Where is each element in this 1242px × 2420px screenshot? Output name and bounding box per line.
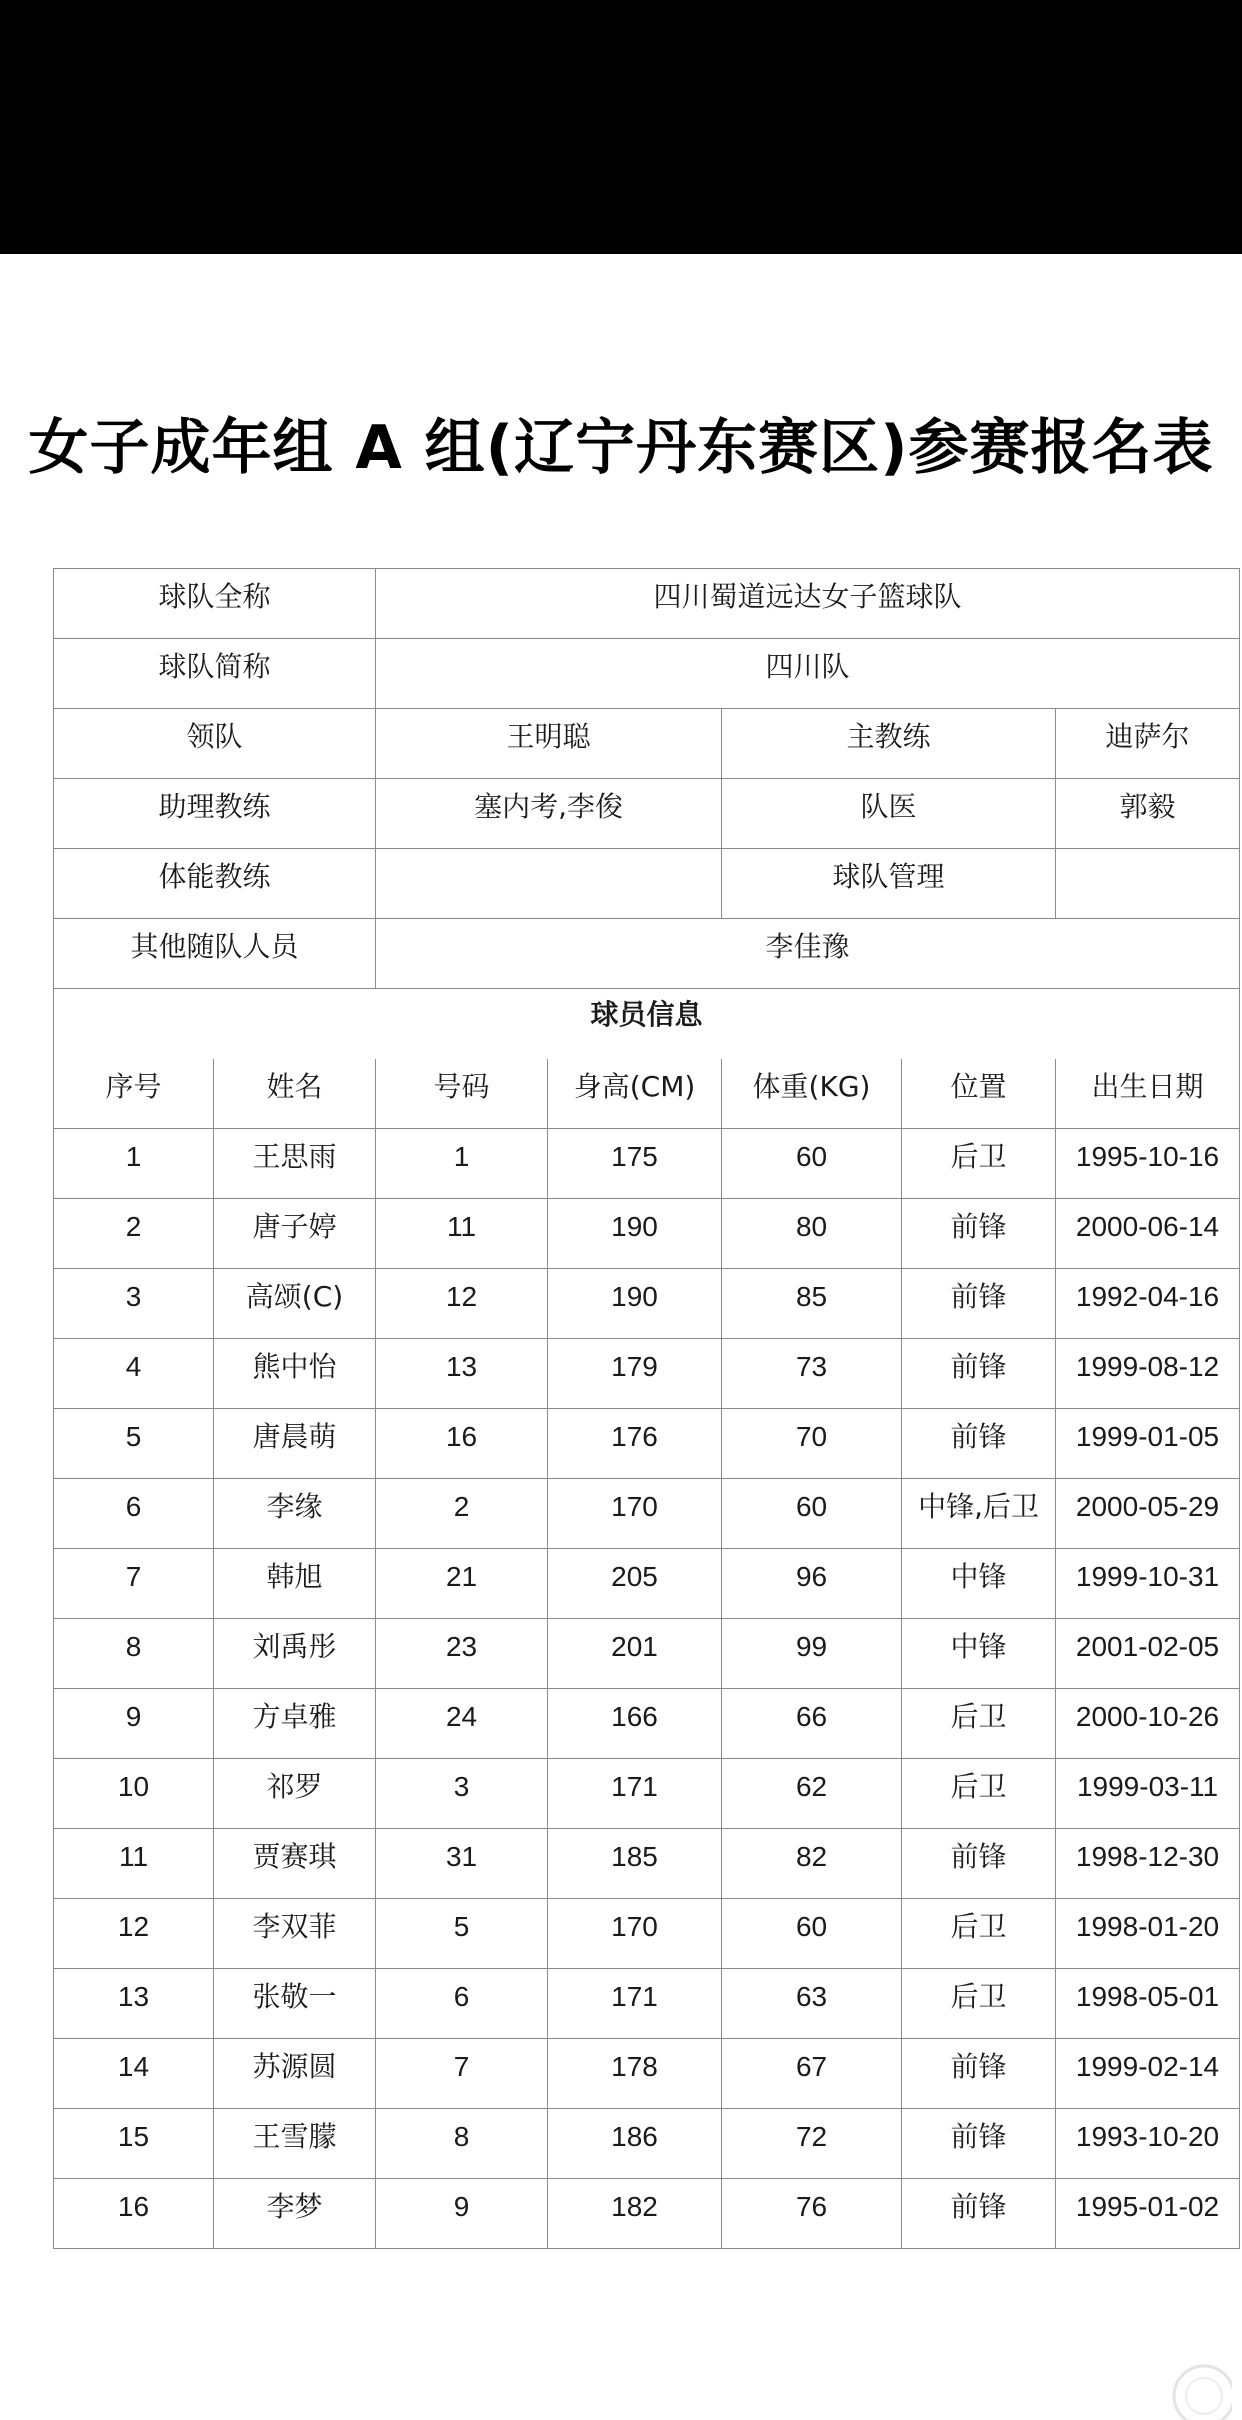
player-number-cell: 2	[376, 1479, 548, 1549]
column-header-name: 姓名	[214, 1059, 376, 1129]
team-doctor-value: 郭毅	[1056, 779, 1240, 849]
player-height-cell: 178	[548, 2039, 722, 2109]
player-name-cell: 张敬一	[214, 1969, 376, 2039]
player-position-cell: 中锋	[902, 1619, 1056, 1689]
player-position-cell: 中锋	[902, 1549, 1056, 1619]
player-weight-cell: 80	[722, 1199, 902, 1269]
column-header-weight: 体重(KG)	[722, 1059, 902, 1129]
player-number-cell: 1	[376, 1129, 548, 1199]
player-name-cell: 方卓雅	[214, 1689, 376, 1759]
player-row	[54, 1829, 1240, 1899]
player-number-cell: 12	[376, 1269, 548, 1339]
player-name-cell: 李缘	[214, 1479, 376, 1549]
row-other-staff	[54, 919, 1240, 989]
player-weight-cell: 63	[722, 1969, 902, 2039]
player-birth-cell: 1999-01-05	[1056, 1409, 1240, 1479]
fitness-coach-label: 体能教练	[54, 849, 376, 919]
page-title: 女子成年组 A 组(辽宁丹东赛区)参赛报名表	[28, 413, 1214, 483]
player-height-cell: 171	[548, 1759, 722, 1829]
player-birth-cell: 1995-10-16	[1056, 1129, 1240, 1199]
player-weight-cell: 85	[722, 1269, 902, 1339]
player-row	[54, 1549, 1240, 1619]
player-no-cell: 16	[54, 2179, 214, 2249]
player-number-cell: 16	[376, 1409, 548, 1479]
player-name-cell: 高颂(C)	[214, 1269, 376, 1339]
player-weight-cell: 60	[722, 1899, 902, 1969]
player-position-cell: 前锋	[902, 1199, 1056, 1269]
player-number-cell: 3	[376, 1759, 548, 1829]
player-row	[54, 1689, 1240, 1759]
player-height-cell: 205	[548, 1549, 722, 1619]
leader-label: 领队	[54, 709, 376, 779]
fitness-coach-value	[376, 849, 722, 919]
assistant-coach-label: 助理教练	[54, 779, 376, 849]
player-no-cell: 11	[54, 1829, 214, 1899]
team-short-name-value: 四川队	[376, 639, 1240, 709]
team-full-name-value: 四川蜀道远达女子篮球队	[376, 569, 1240, 639]
player-no-cell: 1	[54, 1129, 214, 1199]
player-birth-cell: 1998-01-20	[1056, 1899, 1240, 1969]
player-name-cell: 祁罗	[214, 1759, 376, 1829]
row-team-full-name	[54, 569, 1240, 639]
column-header-no: 序号	[54, 1059, 214, 1129]
player-info-section-title: 球员信息	[54, 989, 1240, 1059]
player-name-cell: 唐子婷	[214, 1199, 376, 1269]
player-position-cell: 前锋	[902, 1269, 1056, 1339]
head-coach-value: 迪萨尔	[1056, 709, 1240, 779]
player-number-cell: 13	[376, 1339, 548, 1409]
player-no-cell: 9	[54, 1689, 214, 1759]
player-height-cell: 201	[548, 1619, 722, 1689]
watermark-logo	[1152, 2340, 1232, 2420]
player-no-cell: 14	[54, 2039, 214, 2109]
player-number-cell: 23	[376, 1619, 548, 1689]
player-position-cell: 后卫	[902, 1689, 1056, 1759]
player-row	[54, 1969, 1240, 2039]
player-name-cell: 苏源圆	[214, 2039, 376, 2109]
player-height-cell: 190	[548, 1199, 722, 1269]
other-staff-value: 李佳豫	[376, 919, 1240, 989]
player-weight-cell: 72	[722, 2109, 902, 2179]
player-number-cell: 9	[376, 2179, 548, 2249]
player-row	[54, 1269, 1240, 1339]
player-no-cell: 10	[54, 1759, 214, 1829]
player-weight-cell: 70	[722, 1409, 902, 1479]
player-row	[54, 1409, 1240, 1479]
player-birth-cell: 1998-12-30	[1056, 1829, 1240, 1899]
player-birth-cell: 1999-10-31	[1056, 1549, 1240, 1619]
team-manager-value	[1056, 849, 1240, 919]
player-row	[54, 1479, 1240, 1549]
player-birth-cell: 1995-01-02	[1056, 2179, 1240, 2249]
player-height-cell: 170	[548, 1899, 722, 1969]
player-birth-cell: 2000-10-26	[1056, 1689, 1240, 1759]
player-position-cell: 后卫	[902, 1899, 1056, 1969]
head-coach-label: 主教练	[722, 709, 1056, 779]
player-birth-cell: 1992-04-16	[1056, 1269, 1240, 1339]
player-no-cell: 15	[54, 2109, 214, 2179]
player-position-cell: 前锋	[902, 2039, 1056, 2109]
team-doctor-label: 队医	[722, 779, 1056, 849]
team-full-name-label: 球队全称	[54, 569, 376, 639]
registration-table	[53, 568, 1240, 2249]
player-position-cell: 中锋,后卫	[902, 1479, 1056, 1549]
player-height-cell: 171	[548, 1969, 722, 2039]
player-no-cell: 7	[54, 1549, 214, 1619]
row-team-short-name	[54, 639, 1240, 709]
player-weight-cell: 60	[722, 1479, 902, 1549]
player-weight-cell: 62	[722, 1759, 902, 1829]
player-birth-cell: 1999-08-12	[1056, 1339, 1240, 1409]
player-no-cell: 2	[54, 1199, 214, 1269]
column-header-height: 身高(CM)	[548, 1059, 722, 1129]
player-number-cell: 8	[376, 2109, 548, 2179]
column-header-number: 号码	[376, 1059, 548, 1129]
player-number-cell: 31	[376, 1829, 548, 1899]
player-row	[54, 2109, 1240, 2179]
player-no-cell: 13	[54, 1969, 214, 2039]
assistant-coach-value: 塞内考,李俊	[376, 779, 722, 849]
player-row	[54, 1199, 1240, 1269]
player-position-cell: 前锋	[902, 1339, 1056, 1409]
player-position-cell: 后卫	[902, 1969, 1056, 2039]
column-header-birth: 出生日期	[1056, 1059, 1240, 1129]
player-position-cell: 前锋	[902, 1829, 1056, 1899]
player-position-cell: 前锋	[902, 1409, 1056, 1479]
player-weight-cell: 73	[722, 1339, 902, 1409]
player-row	[54, 2179, 1240, 2249]
player-height-cell: 176	[548, 1409, 722, 1479]
player-row	[54, 1129, 1240, 1199]
row-fitness-manager	[54, 849, 1240, 919]
team-manager-label: 球队管理	[722, 849, 1056, 919]
player-name-cell: 李双菲	[214, 1899, 376, 1969]
leader-value: 王明聪	[376, 709, 722, 779]
player-name-cell: 熊中怡	[214, 1339, 376, 1409]
player-weight-cell: 76	[722, 2179, 902, 2249]
player-no-cell: 3	[54, 1269, 214, 1339]
player-no-cell: 12	[54, 1899, 214, 1969]
player-position-cell: 后卫	[902, 1129, 1056, 1199]
player-birth-cell: 1999-02-14	[1056, 2039, 1240, 2109]
player-birth-cell: 2000-05-29	[1056, 1479, 1240, 1549]
player-birth-cell: 2000-06-14	[1056, 1199, 1240, 1269]
player-no-cell: 6	[54, 1479, 214, 1549]
player-weight-cell: 82	[722, 1829, 902, 1899]
row-section-title	[54, 989, 1240, 1059]
other-staff-label: 其他随队人员	[54, 919, 376, 989]
player-height-cell: 166	[548, 1689, 722, 1759]
player-birth-cell: 2001-02-05	[1056, 1619, 1240, 1689]
player-number-cell: 21	[376, 1549, 548, 1619]
player-number-cell: 5	[376, 1899, 548, 1969]
row-leader-coach	[54, 709, 1240, 779]
player-row	[54, 1899, 1240, 1969]
player-name-cell: 唐晨萌	[214, 1409, 376, 1479]
player-birth-cell: 1999-03-11	[1056, 1759, 1240, 1829]
player-name-cell: 韩旭	[214, 1549, 376, 1619]
player-row	[54, 1759, 1240, 1829]
player-name-cell: 王思雨	[214, 1129, 376, 1199]
player-height-cell: 190	[548, 1269, 722, 1339]
player-name-cell: 李梦	[214, 2179, 376, 2249]
player-number-cell: 6	[376, 1969, 548, 2039]
player-no-cell: 8	[54, 1619, 214, 1689]
player-position-cell: 前锋	[902, 2179, 1056, 2249]
row-assistant-doctor	[54, 779, 1240, 849]
team-short-name-label: 球队简称	[54, 639, 376, 709]
player-height-cell: 185	[548, 1829, 722, 1899]
player-number-cell: 7	[376, 2039, 548, 2109]
player-row	[54, 1619, 1240, 1689]
player-name-cell: 贾赛琪	[214, 1829, 376, 1899]
player-weight-cell: 66	[722, 1689, 902, 1759]
player-birth-cell: 1998-05-01	[1056, 1969, 1240, 2039]
player-birth-cell: 1993-10-20	[1056, 2109, 1240, 2179]
player-no-cell: 4	[54, 1339, 214, 1409]
player-number-cell: 24	[376, 1689, 548, 1759]
player-weight-cell: 67	[722, 2039, 902, 2109]
top-black-bar	[0, 0, 1242, 254]
player-height-cell: 186	[548, 2109, 722, 2179]
player-row	[54, 1339, 1240, 1409]
player-height-cell: 182	[548, 2179, 722, 2249]
player-weight-cell: 99	[722, 1619, 902, 1689]
player-no-cell: 5	[54, 1409, 214, 1479]
player-height-cell: 170	[548, 1479, 722, 1549]
player-height-cell: 179	[548, 1339, 722, 1409]
player-number-cell: 11	[376, 1199, 548, 1269]
player-position-cell: 后卫	[902, 1759, 1056, 1829]
player-position-cell: 前锋	[902, 2109, 1056, 2179]
player-table-header	[54, 1059, 1240, 1129]
player-weight-cell: 96	[722, 1549, 902, 1619]
column-header-position: 位置	[902, 1059, 1056, 1129]
player-name-cell: 刘禹彤	[214, 1619, 376, 1689]
player-name-cell: 王雪朦	[214, 2109, 376, 2179]
player-weight-cell: 60	[722, 1129, 902, 1199]
player-height-cell: 175	[548, 1129, 722, 1199]
player-row	[54, 2039, 1240, 2109]
